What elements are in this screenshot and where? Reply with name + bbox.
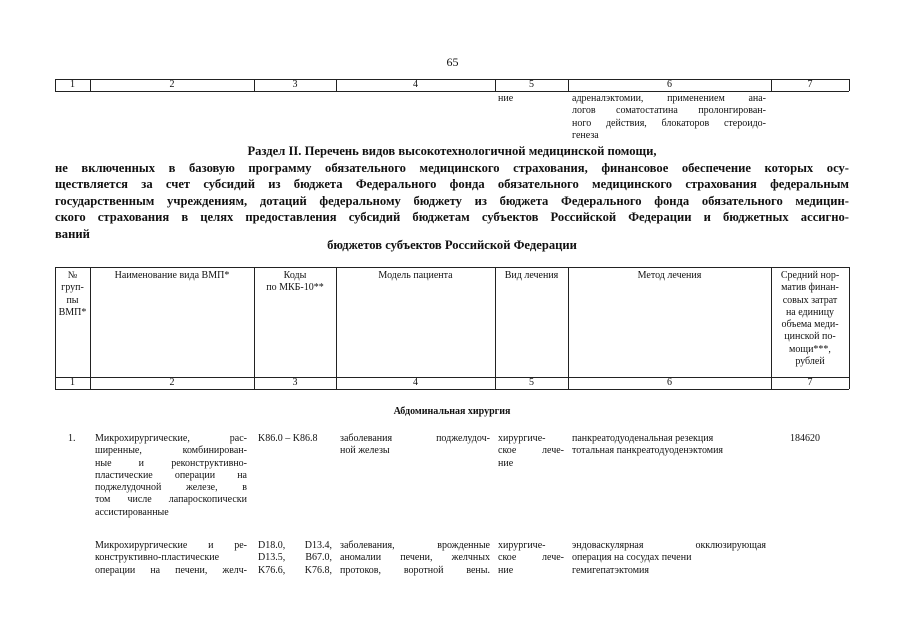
header-line: на единицу bbox=[785, 306, 835, 318]
column-number: 1 bbox=[70, 377, 75, 388]
row-text-line: панкреатодуоденальная резекция bbox=[572, 433, 714, 444]
header-line: объема меди- bbox=[781, 319, 839, 331]
header-treatment-type: Вид лечения bbox=[504, 270, 559, 281]
column-number: 3 bbox=[292, 377, 298, 388]
header-line: по МКБ-10** bbox=[266, 282, 324, 294]
row-text-line: ние bbox=[498, 457, 514, 469]
row-treatment-method bbox=[572, 540, 766, 577]
page-number: 65 bbox=[446, 55, 459, 69]
row-text-line: операции на печени, желч- bbox=[95, 564, 247, 576]
row-number: 1. bbox=[68, 433, 76, 444]
row-text-line: ние bbox=[498, 564, 514, 576]
column-border bbox=[568, 267, 569, 389]
column-number: 6 bbox=[667, 79, 672, 90]
row-vmp-name bbox=[95, 540, 247, 577]
column-number: 7 bbox=[807, 377, 813, 388]
header-line: пы bbox=[66, 294, 79, 306]
row-text-line: D13.5, B67.0, bbox=[258, 552, 332, 564]
section-heading bbox=[55, 143, 849, 242]
column-border bbox=[336, 267, 337, 389]
row-treatment-method bbox=[572, 433, 766, 458]
row-text-line: тотальная панкреатодуоденэктомия bbox=[572, 445, 724, 457]
row-text-line: ское лече- bbox=[498, 445, 564, 457]
table-top-border bbox=[55, 267, 849, 268]
column-number: 6 bbox=[667, 377, 672, 388]
column-number: 4 bbox=[413, 79, 418, 90]
column-number: 3 bbox=[292, 79, 298, 90]
column-number: 2 bbox=[169, 377, 175, 388]
row-text-line: Микрохирургические, рас- bbox=[95, 433, 247, 444]
header-cost bbox=[771, 270, 849, 368]
section-heading-subtitle bbox=[55, 237, 849, 254]
row-text-line: хирургиче- bbox=[498, 540, 546, 551]
row-text-line: поджелудочной железе, в bbox=[95, 482, 247, 494]
row-treatment-type bbox=[498, 540, 564, 577]
header-vmp-name: Наименование вида ВМП* bbox=[114, 270, 230, 281]
row-text-line: хирургиче- bbox=[498, 433, 546, 444]
header-line: ВМП* bbox=[58, 306, 87, 318]
column-border bbox=[90, 267, 91, 389]
row-text-line: протоков, воротной вены. bbox=[340, 564, 490, 576]
row-text-line: Микрохирургические и ре- bbox=[95, 540, 247, 551]
column-number: 2 bbox=[169, 79, 175, 90]
header-line: цинской по- bbox=[784, 331, 836, 343]
category-title: Абдоминальная хирургия bbox=[393, 406, 511, 417]
row-text-line: ское лече- bbox=[498, 552, 564, 564]
header-line: рублей bbox=[795, 356, 825, 368]
column-number-divider bbox=[55, 91, 849, 92]
row-text-line: эндоваскулярная окклюзирующая bbox=[572, 540, 766, 551]
section-heading-line: ществляется за счет субсидий из бюджета Федерального фонда обязательного медицинского страхования федеральным bbox=[55, 177, 849, 191]
section-heading-line: Раздел II. Перечень видов высокотехнологичной медицинской помощи, bbox=[247, 144, 657, 158]
header-treatment-method: Метод лечения bbox=[637, 270, 702, 281]
column-number: 5 bbox=[529, 377, 534, 388]
header-line: Коды bbox=[283, 270, 307, 281]
row-cost: 184620 bbox=[790, 433, 820, 444]
column-border bbox=[849, 267, 850, 389]
continuation-method-line: логов соматостатина пролонгирован- bbox=[572, 105, 766, 117]
section-heading-line: ского страхования в целях предоставления субсидий бюджетам субъектов Российской Федерации и бюджетных ассигно- bbox=[55, 210, 849, 224]
header-patient-model: Модель пациента bbox=[378, 270, 453, 281]
row-text-line: ассистированные bbox=[95, 506, 169, 518]
continuation-treatment-type: ние bbox=[498, 93, 514, 104]
row-text-line: заболевания поджелудоч- bbox=[340, 433, 490, 444]
row-patient-model bbox=[340, 540, 490, 577]
row-vmp-name bbox=[95, 433, 247, 519]
row-text-line: заболевания, врожденные bbox=[340, 540, 490, 551]
row-text-line: конструктивно-пластические bbox=[95, 552, 220, 564]
column-border bbox=[495, 267, 496, 389]
row-text-line: том числе лапароскопически bbox=[95, 494, 247, 506]
section-heading-line: государственным учреждениям, дотаций федеральному бюджету из бюджета Федерального фонда обязательного медицин- bbox=[55, 193, 849, 208]
header-line: матив финан- bbox=[781, 282, 839, 294]
continuation-method-line: адреналэктомии, применением ана- bbox=[572, 93, 766, 104]
column-number: 7 bbox=[807, 79, 813, 90]
column-number-divider bbox=[55, 389, 849, 390]
header-line: № bbox=[67, 270, 78, 281]
row-patient-model bbox=[340, 433, 490, 458]
header-line: груп- bbox=[61, 282, 84, 294]
row-text-line: аномалии печени, желчных bbox=[340, 552, 490, 564]
row-text-line: ной железы bbox=[340, 445, 390, 457]
header-line: Средний нор- bbox=[780, 270, 840, 281]
row-text-line: гемигепатэктомия bbox=[572, 564, 649, 576]
row-text-line: операция на сосудах печени bbox=[572, 552, 692, 564]
section-heading-line: бюджетов субъектов Российской Федерации bbox=[327, 238, 577, 252]
section-heading-line: ваний bbox=[55, 226, 90, 241]
row-codes: K86.0 – K86.8 bbox=[258, 433, 318, 444]
column-border bbox=[849, 79, 850, 91]
column-number: 4 bbox=[413, 377, 418, 388]
column-number: 1 bbox=[70, 79, 75, 90]
header-line: совых затрат bbox=[782, 294, 838, 306]
row-text-line: ные и реконструктивно- bbox=[95, 457, 247, 469]
row-text-line: ширенные, комбинирован- bbox=[95, 445, 247, 457]
row-text-line: K76.6, K76.8, bbox=[258, 564, 332, 576]
header-line: мощи***, bbox=[789, 343, 831, 355]
continuation-method-line: генеза bbox=[572, 129, 599, 141]
row-codes bbox=[258, 540, 332, 577]
row-treatment-type bbox=[498, 433, 564, 470]
header-group-number bbox=[55, 270, 90, 319]
continuation-method-line: ного действия, блокаторов стероидо- bbox=[572, 117, 766, 129]
row-text-line: пластические операции на bbox=[95, 469, 247, 481]
header-codes bbox=[254, 270, 336, 295]
column-number: 5 bbox=[529, 79, 534, 90]
section-heading-line: не включенных в базовую программу обязательного медицинского страхования, финансовое обеспечение которых осу- bbox=[55, 160, 849, 175]
row-text-line: D18.0, D13.4, bbox=[258, 540, 332, 551]
